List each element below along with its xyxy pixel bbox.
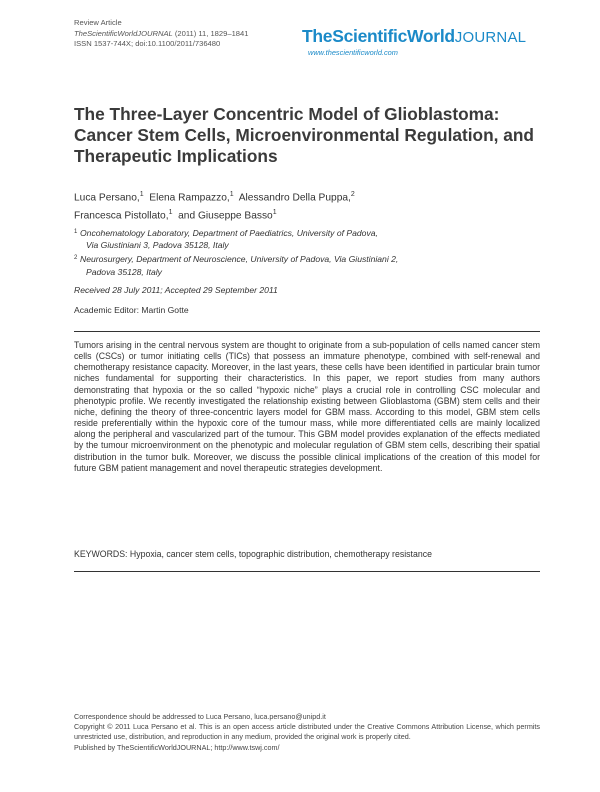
keywords: KEYWORDS: Hypoxia, cancer stem cells, topographic distribution, chemotherapy resistance [74,549,432,559]
author-affiliation-mark: 1 [272,209,277,217]
journal-reference [74,29,248,40]
author-name: Luca Persano, [74,192,140,204]
copyright-note: Copyright © 2011 Luca Persano et al. This is an open access article distributed under the Creative Commons Attribution License, which permits unrestricted use, distribution, and reproduction in any medium, provided the original work is properly cited. [74,722,540,742]
logo-url: www.thescientificworld.com [308,48,398,57]
author-name: Elena Rampazzo, [149,192,230,204]
academic-editor: Academic Editor: Martin Gotte [74,305,189,315]
article-type: Review Article [74,18,122,27]
affiliation-item [74,227,544,251]
correspondence-note: Correspondence should be addressed to Luca Persano, luca.persano@unipd.it [74,712,326,721]
page-footer [74,712,540,753]
author-name: Francesca Pistollato, [74,210,169,222]
journal-volume-pages: (2011) 11, 1829–1841 [172,28,249,38]
logo-name-main: TheScientificWorld [302,26,455,46]
author-list [74,187,544,224]
divider-top [74,331,540,332]
journal-name: TheScientificWorldJOURNAL [74,28,173,38]
author-affiliation-mark: 1 [139,191,144,198]
logo-name-thin: JOURNAL [454,29,527,46]
author-affiliation-mark: 2 [350,191,355,198]
affiliation-item [74,253,544,277]
affiliation-number: 2 [74,255,78,262]
affiliation-line: Via Giustiniani 3, Padova 35128, Italy [86,240,229,251]
article-meta [74,18,248,50]
logo-wordmark [302,26,532,47]
publisher-note: Published by TheScientificWorldJOURNAL; http://www.tswj.com/ [74,742,280,752]
affiliation-line: Padova 35128, Italy [86,266,162,277]
author-name: Alessandro Della Puppa, [238,192,351,204]
author-affiliation-mark: 1 [229,191,234,198]
affiliation-list [74,227,544,280]
affiliation-line: Oncohematology Laboratory, Department of Paediatrics, University of Padova, [80,228,378,238]
affiliation-number: 1 [74,229,78,235]
received-accepted-dates: Received 28 July 2011; Accepted 29 September 2011 [74,285,278,295]
issn-doi: ISSN 1537-744X; doi:10.1100/2011/736480 [74,39,221,48]
author-affiliation-mark: 1 [168,209,173,217]
author-name: and Giuseppe Basso [178,210,273,222]
affiliation-line: Neurosurgery, Department of Neuroscience, University of Padova, Via Giustiniani 2, [80,254,399,265]
divider-bottom [74,571,540,572]
journal-logo [302,26,532,57]
abstract: Tumors arising in the central nervous system are thought to originate from a sub-population of cells named cancer stem cells (CSCs) or tumor initiating cells (TICs) that possess an immature phenotype, combined with self-renewal and chemotherapy resistance capacity. Moreover, in the last years, these cells have been identified in particular brain tumor niches fundamental for supporting their characteristics. In this paper, we report studies from many authors demonstrating that hypoxia or the so called “hypoxic niche” plays a crucial role in controlling CSC molecular and phenotypic profile. We recently investigated the relationship existing between Glioblastoma (GBM) stem cells and their niche, defining the theory of three-concentric layers model for GBM mass. According to this model, GBM stem cells reside preferentially within the hypoxic core of the tumour mass, while more differentiated cells are mainly localized along the peripheral and vascularized part of the tumour. This GBM model provides explanation of the effects mediated by the tumour microenvironment on the phenotypic and molecular regulation of GBM stem cells, describing their spatial distribution in the tumor bulk. Moreover, we discuss the possible clinical implications of the creation of this model for future GBM patient management and novel therapeutic strategies development. [74,340,540,473]
paper-title: The Three-Layer Concentric Model of Glioblastoma: Cancer Stem Cells, Microenvironmental Regulation, and Therapeutic Implications [74,104,534,166]
